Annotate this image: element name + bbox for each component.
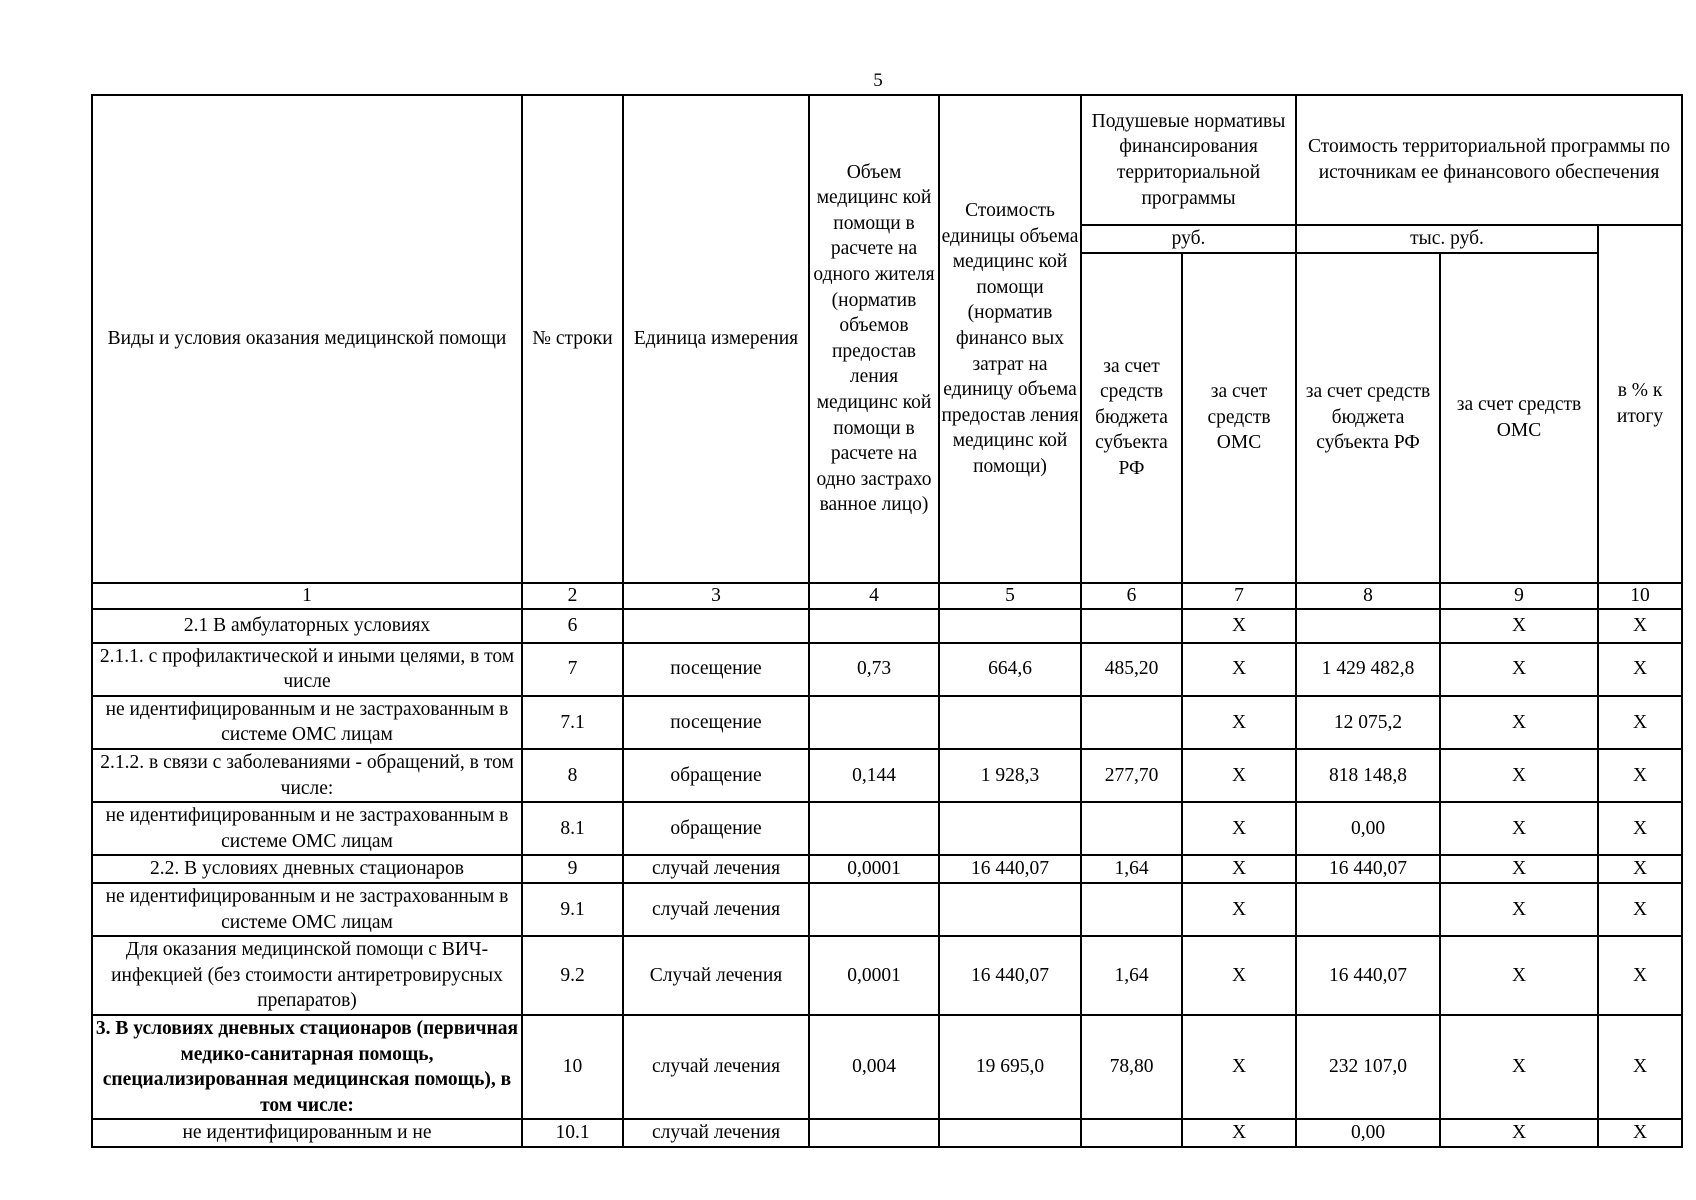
row-oms-per-capita: Х bbox=[1182, 609, 1296, 643]
table-row bbox=[92, 802, 1682, 855]
row-budget-total bbox=[1296, 883, 1440, 936]
row-line-number: 10 bbox=[522, 1015, 623, 1119]
row-oms-per-capita: Х bbox=[1182, 696, 1296, 749]
row-unit: Случай лечения bbox=[623, 936, 809, 1015]
column-number: 8 bbox=[1296, 583, 1440, 609]
row-percent: Х bbox=[1598, 1119, 1682, 1147]
row-oms-total: Х bbox=[1440, 936, 1598, 1015]
row-unit: случай лечения bbox=[623, 855, 809, 883]
row-line-number: 8.1 bbox=[522, 802, 623, 855]
column-number: 1 bbox=[92, 583, 522, 609]
header-unit-rub: руб. bbox=[1081, 225, 1296, 253]
header-col-1: Виды и условия оказания медицинской помощи bbox=[92, 95, 522, 583]
row-unit-cost: 19 695,0 bbox=[939, 1015, 1081, 1119]
table-row bbox=[92, 643, 1682, 696]
column-numbers-row bbox=[92, 583, 1682, 609]
row-name: не идентифицированным и не застрахованным в системе ОМС лицам bbox=[92, 696, 522, 749]
table-row bbox=[92, 609, 1682, 643]
row-line-number: 9.1 bbox=[522, 883, 623, 936]
row-line-number: 7.1 bbox=[522, 696, 623, 749]
row-unit: посещение bbox=[623, 696, 809, 749]
page-number: 5 bbox=[873, 70, 883, 91]
header-unit-thousand-rub: тыс. руб. bbox=[1296, 225, 1598, 253]
row-unit-cost bbox=[939, 883, 1081, 936]
row-budget-per-capita bbox=[1081, 802, 1182, 855]
row-unit: посещение bbox=[623, 643, 809, 696]
row-unit: случай лечения bbox=[623, 883, 809, 936]
row-unit: обращение bbox=[623, 749, 809, 802]
row-oms-per-capita: Х bbox=[1182, 1119, 1296, 1147]
row-line-number: 9 bbox=[522, 855, 623, 883]
row-name: 2.2. В условиях дневных стационаров bbox=[92, 855, 522, 883]
row-name: Для оказания медицинской помощи с ВИЧ-инфекцией (без стоимости антиретровирусных препаратов) bbox=[92, 936, 522, 1015]
table-row bbox=[92, 1119, 1682, 1147]
table-row bbox=[92, 883, 1682, 936]
header-col-9: за счет средств ОМС bbox=[1440, 253, 1598, 583]
row-budget-total: 818 148,8 bbox=[1296, 749, 1440, 802]
column-number: 5 bbox=[939, 583, 1081, 609]
header-col-3: Единица измерения bbox=[623, 95, 809, 583]
row-budget-total: 0,00 bbox=[1296, 1119, 1440, 1147]
header-group-per-capita: Подушевые нормативы финансирования территориальной программы bbox=[1081, 95, 1296, 225]
row-name: не идентифицированным и не bbox=[92, 1119, 522, 1147]
row-name: не идентифицированным и не застрахованным в системе ОМС лицам bbox=[92, 883, 522, 936]
row-name: не идентифицированным и не застрахованным в системе ОМС лицам bbox=[92, 802, 522, 855]
row-oms-total: Х bbox=[1440, 1119, 1598, 1147]
row-budget-total: 16 440,07 bbox=[1296, 855, 1440, 883]
row-oms-total: Х bbox=[1440, 802, 1598, 855]
row-line-number: 6 bbox=[522, 609, 623, 643]
header-col-7: за счет средств ОМС bbox=[1182, 253, 1296, 583]
row-budget-per-capita bbox=[1081, 883, 1182, 936]
row-oms-per-capita: Х bbox=[1182, 936, 1296, 1015]
row-unit: случай лечения bbox=[623, 1015, 809, 1119]
table-row bbox=[92, 936, 1682, 1015]
financing-table bbox=[91, 94, 1683, 1148]
row-line-number: 10.1 bbox=[522, 1119, 623, 1147]
table-row bbox=[92, 749, 1682, 802]
row-line-number: 9.2 bbox=[522, 936, 623, 1015]
column-number: 10 bbox=[1598, 583, 1682, 609]
column-number: 4 bbox=[809, 583, 939, 609]
row-oms-total: Х bbox=[1440, 696, 1598, 749]
row-oms-total: Х bbox=[1440, 643, 1598, 696]
row-budget-total: 1 429 482,8 bbox=[1296, 643, 1440, 696]
header-col-5: Стоимость единицы объема медицинс кой помощи (норматив финансо вых затрат на единицу объема предостав ления медицинс кой помощи) bbox=[939, 95, 1081, 583]
row-percent: Х bbox=[1598, 1015, 1682, 1119]
row-budget-total: 12 075,2 bbox=[1296, 696, 1440, 749]
row-budget-per-capita: 277,70 bbox=[1081, 749, 1182, 802]
row-oms-per-capita: Х bbox=[1182, 883, 1296, 936]
row-budget-per-capita: 1,64 bbox=[1081, 936, 1182, 1015]
row-percent: Х bbox=[1598, 855, 1682, 883]
row-percent: Х bbox=[1598, 643, 1682, 696]
row-oms-total: Х bbox=[1440, 1015, 1598, 1119]
row-line-number: 7 bbox=[522, 643, 623, 696]
column-number: 7 bbox=[1182, 583, 1296, 609]
header-col-8: за счет средств бюджета субъекта РФ bbox=[1296, 253, 1440, 583]
header-col-6: за счет средств бюджета субъекта РФ bbox=[1081, 253, 1182, 583]
header-col-10: в % к итогу bbox=[1598, 225, 1682, 583]
row-volume: 0,144 bbox=[809, 749, 939, 802]
row-unit-cost bbox=[939, 696, 1081, 749]
header-group-cost: Стоимость территориальной программы по источникам ее финансового обеспечения bbox=[1296, 95, 1682, 225]
row-percent: Х bbox=[1598, 802, 1682, 855]
row-budget-per-capita: 485,20 bbox=[1081, 643, 1182, 696]
row-percent: Х bbox=[1598, 883, 1682, 936]
header-col-2: № строки bbox=[522, 95, 623, 583]
row-budget-per-capita: 1,64 bbox=[1081, 855, 1182, 883]
row-name: 2.1 В амбулаторных условиях bbox=[92, 609, 522, 643]
row-volume bbox=[809, 1119, 939, 1147]
row-percent: Х bbox=[1598, 749, 1682, 802]
row-unit-cost: 1 928,3 bbox=[939, 749, 1081, 802]
row-line-number: 8 bbox=[522, 749, 623, 802]
row-unit bbox=[623, 609, 809, 643]
row-volume: 0,004 bbox=[809, 1015, 939, 1119]
row-name: 2.1.2. в связи с заболеваниями - обращений, в том числе: bbox=[92, 749, 522, 802]
column-number: 6 bbox=[1081, 583, 1182, 609]
row-budget-total: 232 107,0 bbox=[1296, 1015, 1440, 1119]
row-unit-cost: 664,6 bbox=[939, 643, 1081, 696]
row-oms-per-capita: Х bbox=[1182, 855, 1296, 883]
row-unit: обращение bbox=[623, 802, 809, 855]
row-budget-per-capita bbox=[1081, 696, 1182, 749]
row-volume: 0,0001 bbox=[809, 855, 939, 883]
row-budget-total bbox=[1296, 609, 1440, 643]
row-oms-per-capita: Х bbox=[1182, 802, 1296, 855]
row-volume bbox=[809, 883, 939, 936]
row-unit-cost bbox=[939, 1119, 1081, 1147]
row-budget-per-capita: 78,80 bbox=[1081, 1015, 1182, 1119]
row-volume bbox=[809, 696, 939, 749]
row-volume: 0,0001 bbox=[809, 936, 939, 1015]
row-unit-cost: 16 440,07 bbox=[939, 855, 1081, 883]
row-oms-total: Х bbox=[1440, 749, 1598, 802]
table-row bbox=[92, 696, 1682, 749]
row-percent: Х bbox=[1598, 696, 1682, 749]
row-percent: Х bbox=[1598, 936, 1682, 1015]
row-volume: 0,73 bbox=[809, 643, 939, 696]
row-unit-cost: 16 440,07 bbox=[939, 936, 1081, 1015]
row-budget-total: 0,00 bbox=[1296, 802, 1440, 855]
row-volume bbox=[809, 802, 939, 855]
row-oms-total: Х bbox=[1440, 855, 1598, 883]
table-row bbox=[92, 1015, 1682, 1119]
row-unit-cost bbox=[939, 609, 1081, 643]
row-oms-per-capita: Х bbox=[1182, 643, 1296, 696]
row-percent: Х bbox=[1598, 609, 1682, 643]
row-budget-per-capita bbox=[1081, 1119, 1182, 1147]
column-number: 3 bbox=[623, 583, 809, 609]
row-name: 2.1.1. с профилактической и иными целями, в том числе bbox=[92, 643, 522, 696]
row-unit: случай лечения bbox=[623, 1119, 809, 1147]
row-volume bbox=[809, 609, 939, 643]
row-name: 3. В условиях дневных стационаров (первичная медико-санитарная помощь, специализированная медицинская помощь), в том числе: bbox=[92, 1015, 522, 1119]
row-oms-total: Х bbox=[1440, 609, 1598, 643]
row-unit-cost bbox=[939, 802, 1081, 855]
row-oms-total: Х bbox=[1440, 883, 1598, 936]
table-row bbox=[92, 855, 1682, 883]
row-budget-per-capita bbox=[1081, 609, 1182, 643]
header-col-4: Объем медицинс кой помощи в расчете на одного жителя (норматив объемов предостав ления медицинс кой помощи в расчете на одно застрахо ванное лицо) bbox=[809, 95, 939, 583]
row-oms-per-capita: Х bbox=[1182, 1015, 1296, 1119]
row-oms-per-capita: Х bbox=[1182, 749, 1296, 802]
column-number: 9 bbox=[1440, 583, 1598, 609]
column-number: 2 bbox=[522, 583, 623, 609]
header-row-1 bbox=[92, 95, 1682, 225]
row-budget-total: 16 440,07 bbox=[1296, 936, 1440, 1015]
